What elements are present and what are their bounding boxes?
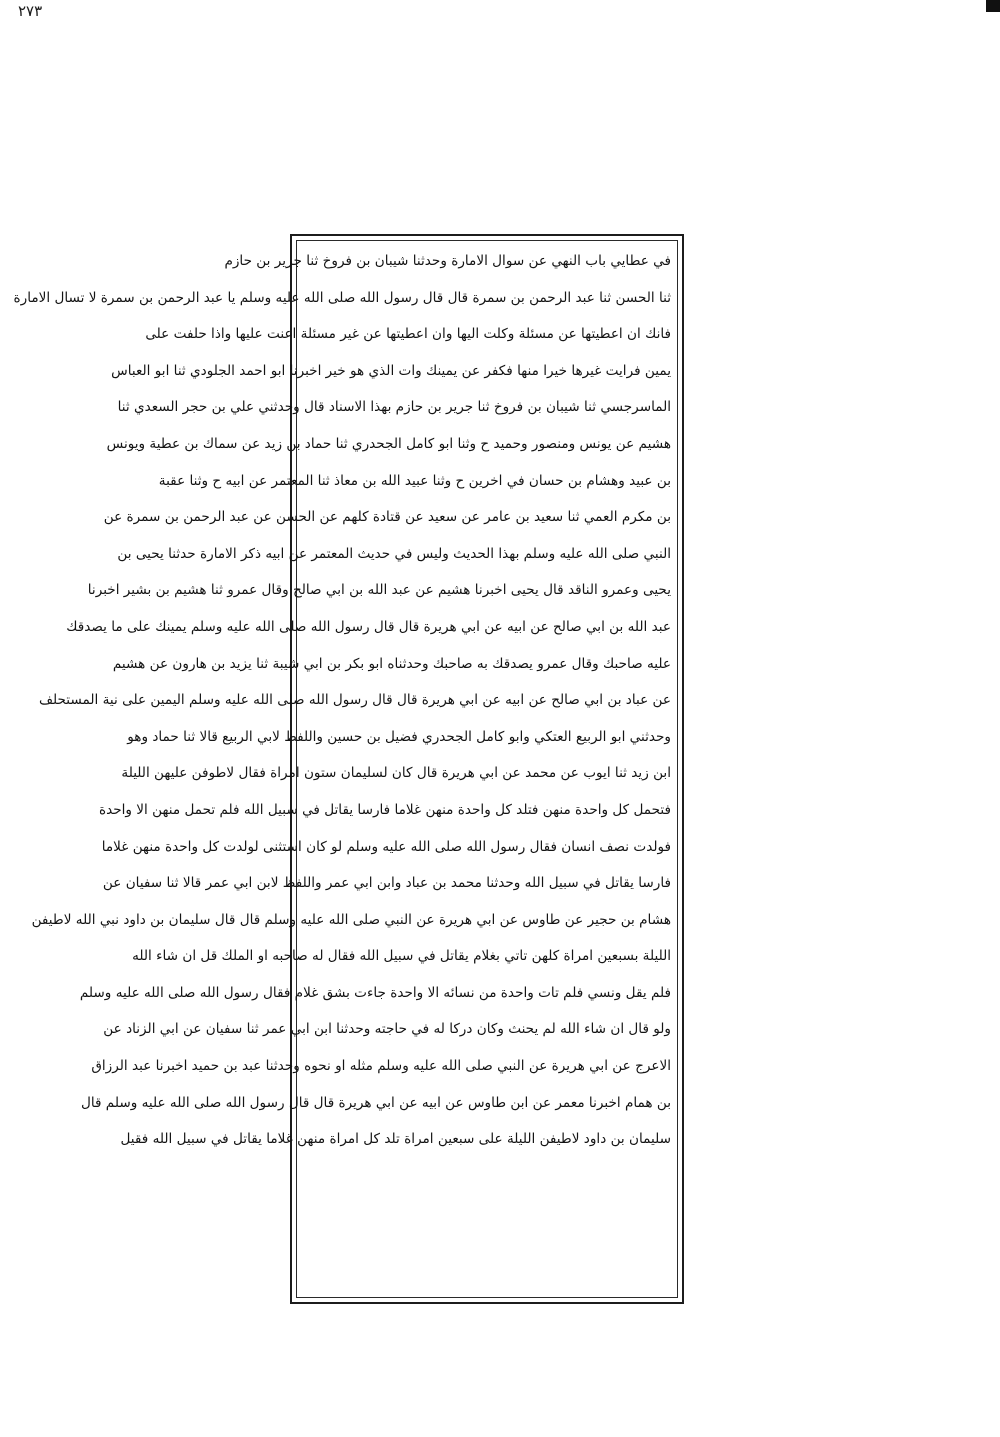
manuscript-line: عبد الله بن ابي صالح عن ابيه عن ابي هريرة قال قال رسول الله صلى الله عليه وسلم يمينك على ما يصدقك	[66, 618, 671, 635]
manuscript-line: ابن زيد ثنا ايوب عن محمد عن ابي هريرة قال كان لسليمان ستون امراة فقال لاطوفن عليهن الليلة	[121, 765, 671, 782]
manuscript-inner-border	[13, 240, 678, 1298]
manuscript-line: هشيم عن يونس ومنصور وحميد ح وثنا ابو كامل الجحدري ثنا حماد بن زيد عن سماك بن عطية ويونس	[106, 435, 671, 452]
manuscript-line: في عطايي باب النهي عن سوال الامارة وحدثنا شيبان بن فروخ ثنا جرير بن حازم	[224, 253, 671, 269]
manuscript-line: فولدت نصف انسان فقال رسول الله صلى الله عليه وسلم لو كان استثنى لولدت كل واحدة منهن غلاما	[101, 838, 671, 855]
manuscript-line: النبي صلى الله عليه وسلم بهذا الحديث وليس في حديث المعتمر عن ابيه ذكر الامارة حدثنا يحيى بن	[117, 545, 671, 562]
manuscript-line: عليه صاحبك وقال عمرو يصدقك به صاحبك وحدثناه ابو بكر بن ابي شيبة ثنا يزيد بن هارون عن هشيم	[112, 655, 671, 672]
manuscript-line: بن مكرم العمي ثنا سعيد بن عامر عن سعيد عن قتادة كلهم عن الحسن عن عبد الرحمن بن سمرة عن	[103, 509, 671, 526]
manuscript-line: بن همام اخبرنا معمر عن ابن طاوس عن ابيه عن ابي هريرة قال قال رسول الله صلى الله عليه وسلم قال	[80, 1094, 671, 1111]
manuscript-line: هشام بن حجير عن طاوس عن ابي هريرة عن النبي صلى الله عليه وسلم قال قال سليمان بن داود نبي الله لاطيفن	[31, 911, 671, 928]
manuscript-line: يحيى وعمرو الناقد قال يحيى اخبرنا هشيم عن عبد الله بن ابي صالح وقال عمرو ثنا هشيم بن بشير اخبرنا	[87, 582, 671, 599]
manuscript-line: فلم يقل ونسي فلم تات واحدة من نسائه الا واحدة جاءت بشق غلام فقال رسول الله صلى الله عليه وسلم	[79, 984, 671, 1001]
manuscript-line: عن عباد بن ابي صالح عن ابيه عن ابي هريرة قال قال رسول الله صلى الله عليه وسلم اليمين على نية المستحلف	[38, 692, 671, 709]
manuscript-frame	[13, 234, 684, 1304]
manuscript-line: فارسا يقاتل في سبيل الله وحدثنا محمد بن عباد وابن ابي عمر واللفظ لابن ابي عمر قالا ثنا سفيان عن	[102, 875, 671, 892]
manuscript-line: بن عبيد وهشام بن حسان في اخرين ح وثنا عبيد الله بن معاذ ثنا المعتمر عن ابيه ح وثنا عقبة	[158, 472, 671, 489]
manuscript-line: الاعرج عن ابي هريرة عن النبي صلى الله عليه وسلم مثله او نحوه وحدثنا عبد بن حميد اخبرنا عبد الرزاق	[91, 1058, 671, 1075]
manuscript-line: سليمان بن داود لاطيفن الليلة على سبعين امراة تلد كل امراة منهن غلاما يقاتل في سبيل الله فقيل	[120, 1131, 671, 1148]
manuscript-text	[13, 243, 671, 1158]
page-number: ٢٧٣	[18, 2, 43, 20]
scan-corner-mark	[986, 0, 1000, 12]
manuscript-line: فتحمل كل واحدة منهن فتلد كل واحدة منهن غلاما فارسا يقاتل في سبيل الله فلم تحمل منهن الا واحدة	[98, 801, 671, 818]
manuscript-line: الليلة بسبعين امراة كلهن تاتي بغلام يقاتل في سبيل الله فقال له صاحبه او الملك قل ان شاء الله	[132, 948, 671, 965]
manuscript-line: وحدثني ابو الربيع العتكي وابو كامل الجحدري فضيل بن حسين واللفظ لابي الربيع قالا ثنا حماد وهو	[127, 728, 671, 745]
manuscript-line: الماسرجسي ثنا شيبان بن فروخ ثنا جرير بن حازم بهذا الاسناد قال وحدثني علي بن حجر السعدي ثنا	[117, 399, 671, 416]
manuscript-line: ولو قال ان شاء الله لم يحنث وكان دركا له في حاجته وحدثنا ابن ابي عمر ثنا سفيان عن ابي الزناد عن	[103, 1021, 671, 1038]
manuscript-line: ثنا الحسن ثنا عبد الرحمن بن سمرة قال قال رسول الله صلى الله عليه وسلم يا عبد الرحمن بن سمرة لا تسال الامارة	[13, 289, 671, 306]
manuscript-line: فانك ان اعطيتها عن مسئلة وكلت اليها وان اعطيتها عن غير مسئلة اعنت عليها واذا حلفت على	[145, 326, 671, 343]
manuscript-line: يمين فرايت غيرها خيرا منها فكفر عن يمينك وات الذي هو خير اخبرنا ابو احمد الجلودي ثنا ابو العباس	[111, 362, 671, 379]
